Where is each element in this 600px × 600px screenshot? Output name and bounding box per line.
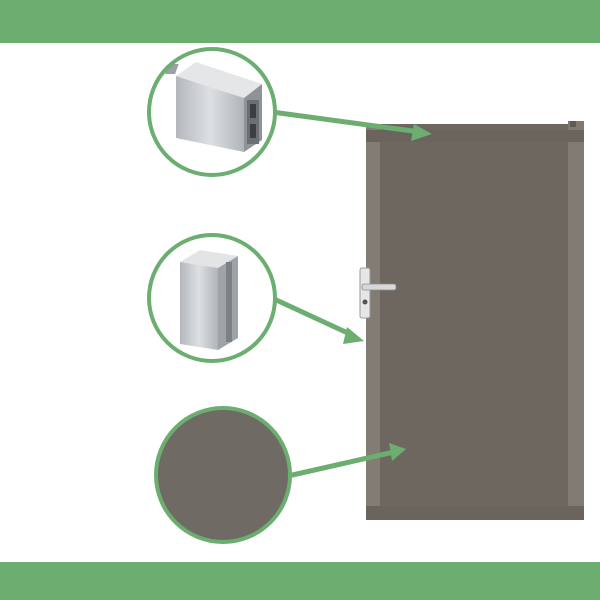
lames-closeup-circle [156,408,290,542]
gate-right-post [568,121,584,520]
arrow-traverse [272,112,420,132]
gate [366,121,584,520]
post-cap [570,121,576,127]
profile-hollow [250,104,256,118]
montant-profile-circle [149,235,275,361]
gate-bottom-rail [366,506,584,520]
profile-front-face [180,262,218,350]
keyhole [363,300,368,305]
profile-hollow [250,124,256,138]
profile-groove [226,262,232,342]
gate-top-rail [366,130,584,142]
gate-frame [366,124,584,520]
gate-left-post [366,124,380,520]
footer-banner [0,562,600,600]
handle-lever [362,284,396,290]
arrow-montant [272,298,352,335]
traverse-profile-circle [149,49,275,175]
handle-plate [360,268,370,318]
